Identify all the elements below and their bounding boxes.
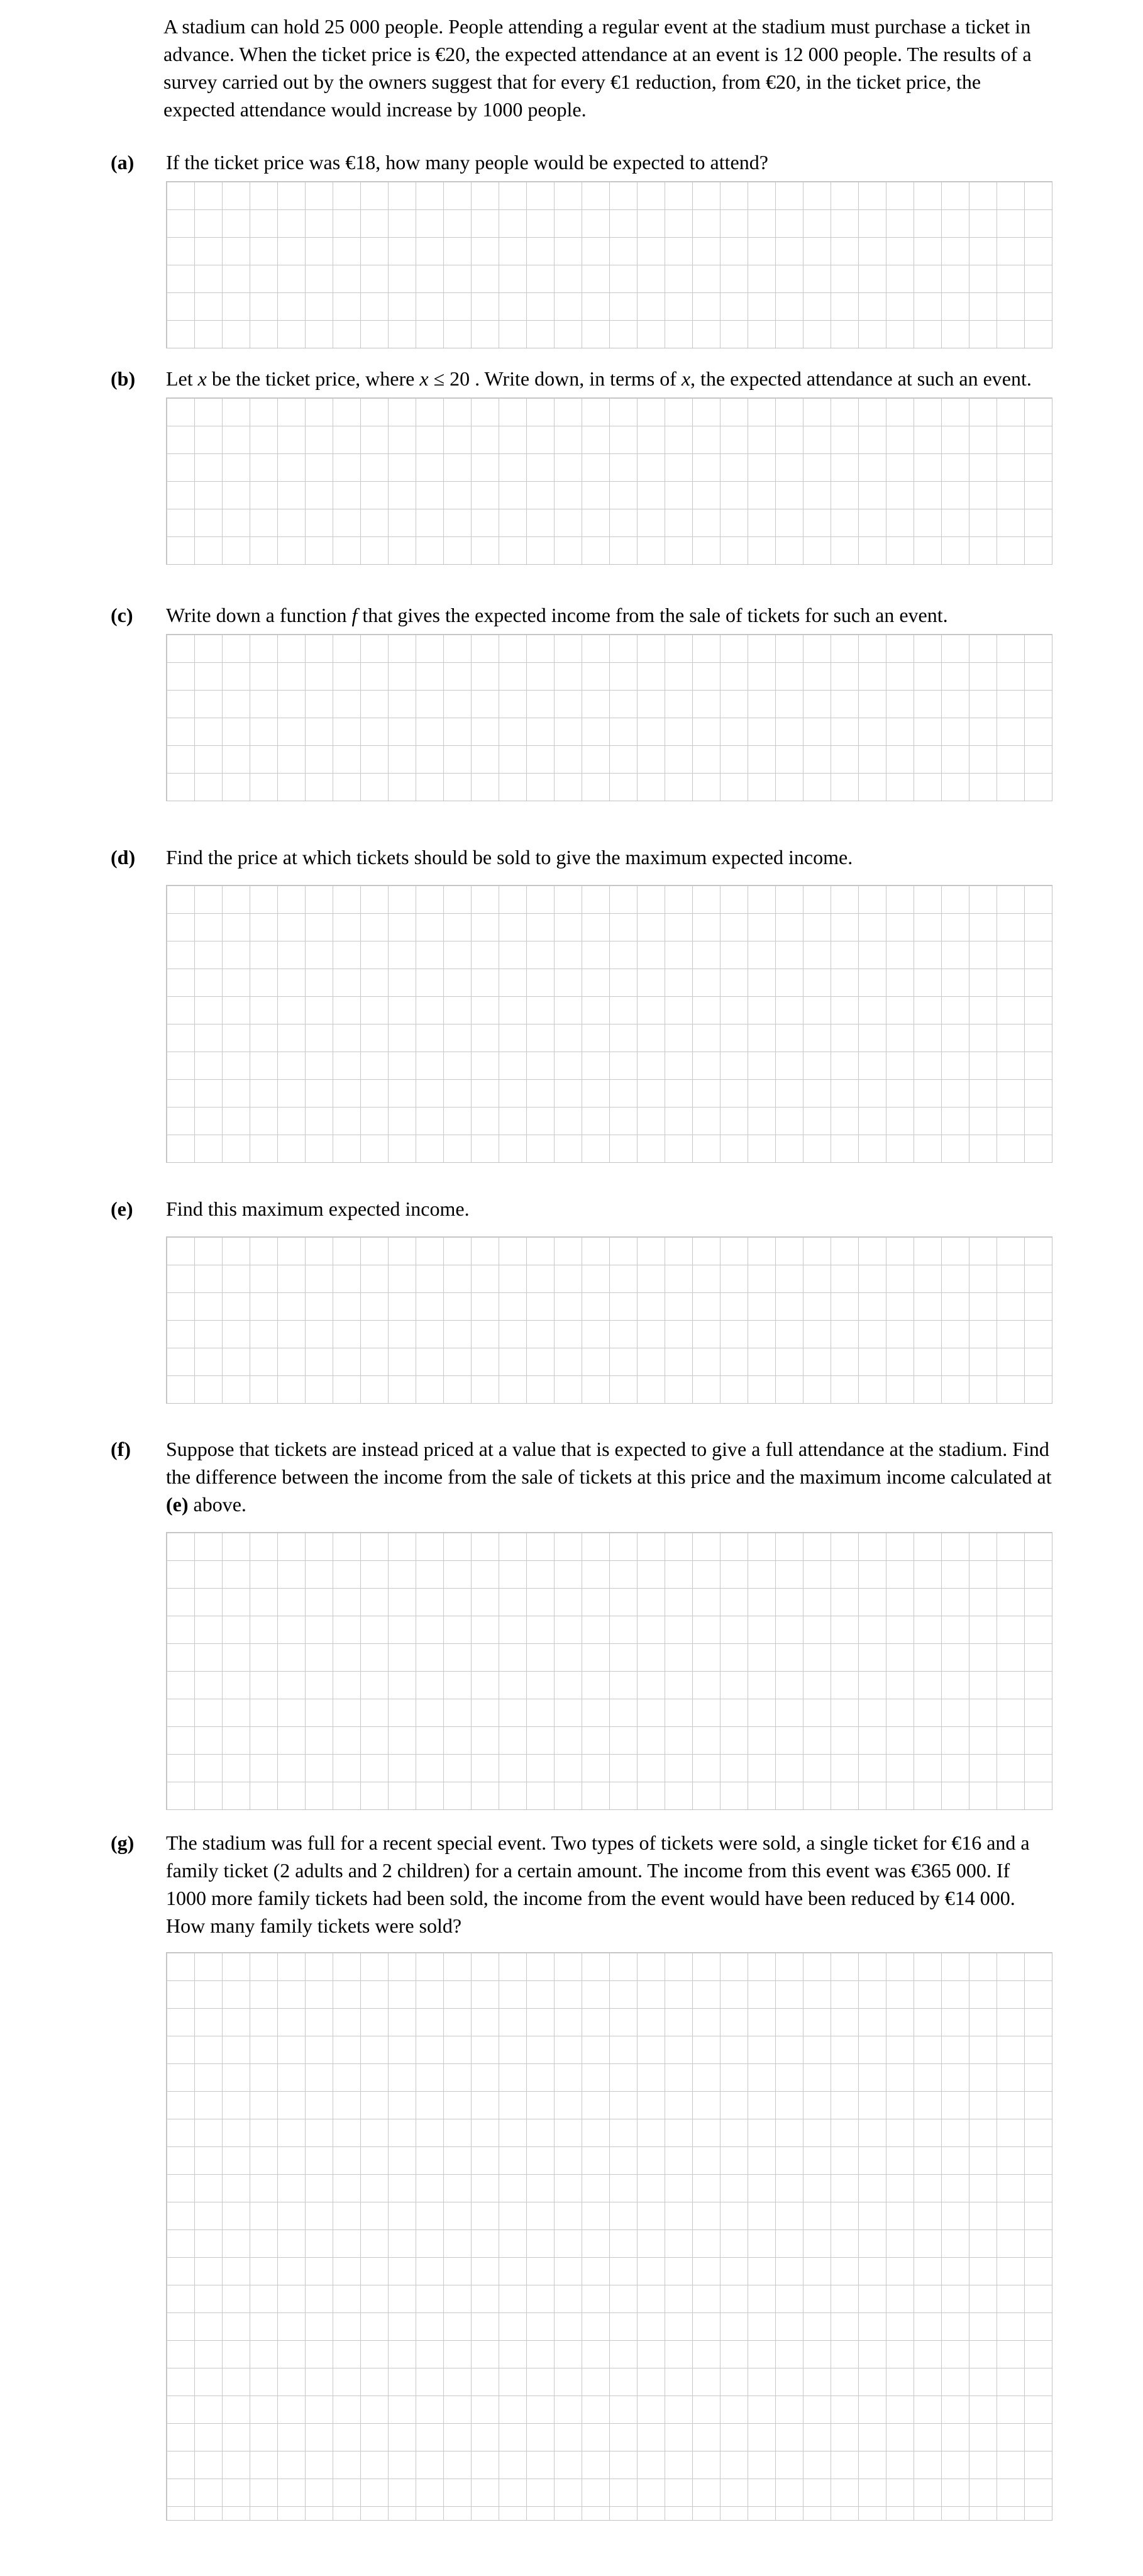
part-b-heading: [111, 365, 1052, 392]
part-e-heading: [111, 1195, 1052, 1223]
part-e-label: (e): [111, 1197, 133, 1220]
part-c-label: (c): [111, 604, 133, 626]
text-segment: x: [681, 367, 691, 390]
text-segment: Suppose that tickets are instead priced at a value that is expected to give a full attendance at the stadium. Find the difference between the income from the sale of tickets at this price and the maximum income calculated at: [166, 1438, 1052, 1488]
part-d-heading: [111, 843, 1052, 871]
text-segment: that gives the expected income from the sale of tickets for such an event.: [357, 604, 948, 626]
part-g-question: [166, 1829, 1052, 1940]
part-a-label: (a): [111, 151, 135, 174]
part-f: [111, 1435, 1052, 1810]
answer-grid-c: [166, 634, 1052, 801]
part-d-label: (d): [111, 846, 136, 869]
part-b: [111, 365, 1052, 565]
part-a-heading: [111, 148, 1052, 176]
part-b-label: (b): [111, 367, 136, 390]
text-segment: Find the price at which tickets should be sold to give the maximum expected income.: [166, 846, 853, 869]
text-segment: , the expected attendance at such an event.: [690, 367, 1032, 390]
text-segment: Write down a function: [166, 604, 352, 626]
answer-grid-d: [166, 885, 1052, 1163]
question-intro: A stadium can hold 25 000 people. People attending a regular event at the stadium must purchase a ticket in advance. When the ticket price is €20, the expected attendance at an event is 12 000 people. The results of a survey carried out by the owners suggest that for every €1 reduction, from €20, in the ticket price, the expected attendance would increase by 1000 people.: [163, 15, 1032, 121]
part-c-heading: [111, 601, 1052, 629]
text-segment: Let: [166, 367, 198, 390]
text-segment: x: [197, 367, 207, 390]
answer-grid-e: [166, 1236, 1052, 1404]
text-segment: f: [351, 604, 358, 626]
text-segment: ≤ 20 . Write down, in terms of: [428, 367, 682, 390]
part-f-question: [166, 1435, 1052, 1518]
text-segment: be the ticket price, where: [206, 367, 420, 390]
answer-grid-g: [166, 1952, 1052, 2521]
part-f-heading: [111, 1435, 1052, 1518]
text-segment: If the ticket price was €18, how many people would be expected to attend?: [166, 151, 768, 174]
text-segment: (e): [166, 1493, 189, 1516]
part-g-label: (g): [111, 1831, 135, 1854]
part-d: [111, 843, 1052, 1163]
part-b-question: [166, 365, 1052, 392]
answer-grid-a: [166, 181, 1052, 348]
part-e-question: [166, 1195, 1052, 1223]
answer-grid-b: [166, 397, 1052, 565]
part-e: [111, 1195, 1052, 1404]
part-f-label: (f): [111, 1438, 131, 1460]
text-segment: The stadium was full for a recent special event. Two types of tickets were sold, a single ticket for €16 and a family ticket (2 adults and 2 children) for a certain amount. The income from this event was €365 000. If 1000 more family tickets had been sold, the income from the event would have been reduced by €14 000. How many family tickets were sold?: [166, 1831, 1030, 1937]
part-c: [111, 601, 1052, 801]
text-segment: Find this maximum expected income.: [166, 1197, 470, 1220]
part-d-question: [166, 843, 1052, 871]
part-g: [111, 1829, 1052, 2521]
part-g-heading: [111, 1829, 1052, 1940]
part-a-question: [166, 148, 1052, 176]
part-a: [111, 148, 1052, 348]
part-c-question: [166, 601, 1052, 629]
answer-grid-f: [166, 1532, 1052, 1810]
text-segment: x: [419, 367, 429, 390]
text-segment: above.: [188, 1493, 246, 1516]
